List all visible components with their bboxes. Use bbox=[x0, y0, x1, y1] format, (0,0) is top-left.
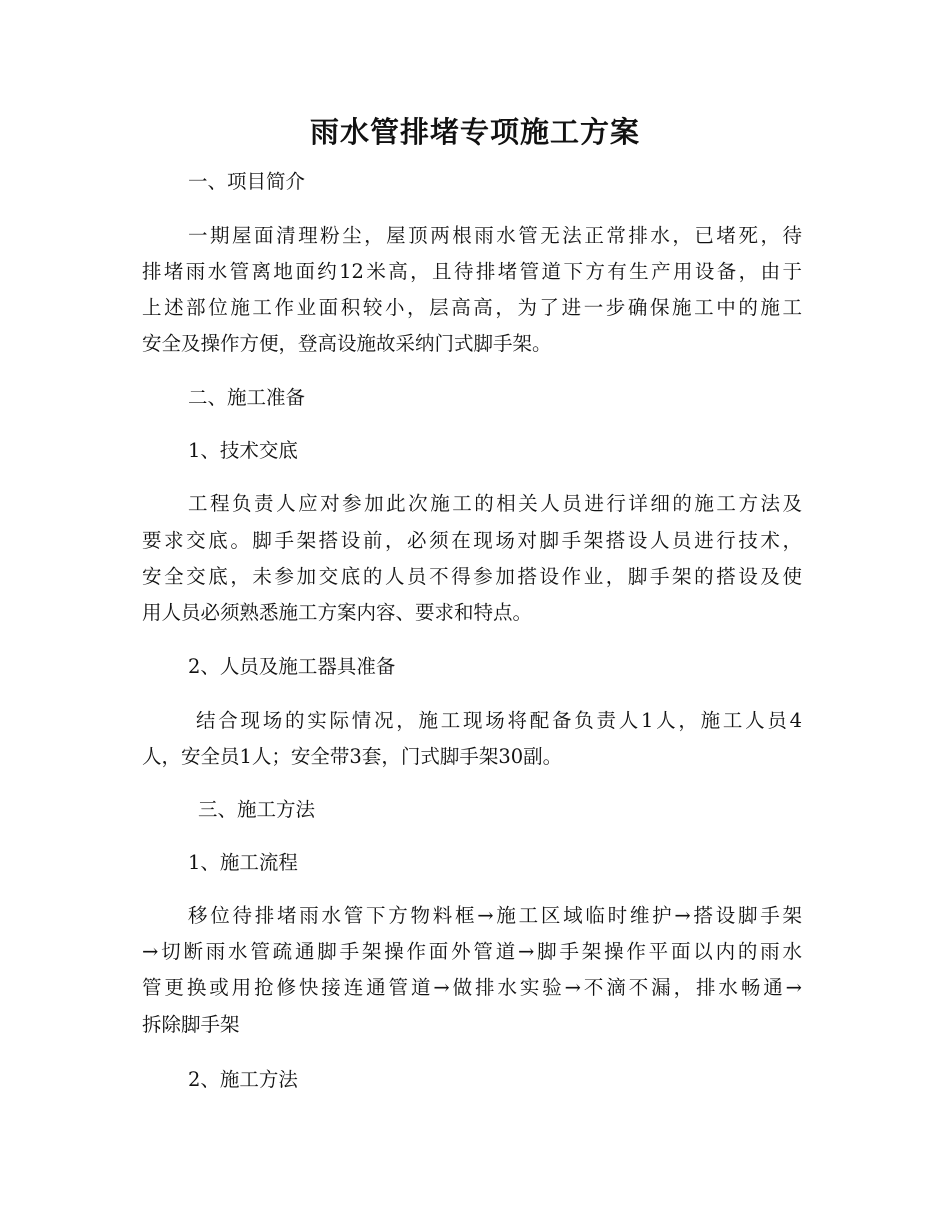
paragraph-line: 结合现场的实际情况，施工现场将配备负责人1人，施工人员4 bbox=[196, 709, 802, 732]
subsection-heading-personnel-tools: 2、人员及施工器具准备 bbox=[188, 655, 396, 678]
paragraph-line: 要求交底。脚手架搭设前，必须在现场对脚手架搭设人员进行技术， bbox=[142, 529, 802, 552]
subsection-heading-tech-briefing: 1、技术交底 bbox=[188, 439, 298, 462]
subsection-heading-method: 2、施工方法 bbox=[188, 1068, 298, 1091]
section-heading-preparation: 二、施工准备 bbox=[188, 386, 306, 409]
paragraph-line: →切断雨水管疏通脚手架操作面外管道→脚手架操作平面以内的雨水 bbox=[142, 940, 802, 963]
paragraph-line: 移位待排堵雨水管下方物料框→施工区域临时维护→搭设脚手架 bbox=[188, 904, 802, 927]
paragraph-line: 安全及操作方便，登高设施故采纳门式脚手架。 bbox=[142, 332, 552, 355]
paragraph-line: 拆除脚手架 bbox=[142, 1013, 240, 1036]
paragraph-line: 人，安全员1人；安全带3套，门式脚手架30副。 bbox=[142, 745, 563, 768]
paragraph-line: 用人员必须熟悉施工方案内容、要求和特点。 bbox=[142, 601, 533, 624]
section-heading-project-intro: 一、项目简介 bbox=[188, 170, 306, 193]
paragraph-line: 上述部位施工作业面积较小，层高高，为了进一步确保施工中的施工 bbox=[142, 296, 802, 319]
section-heading-construction-method: 三、施工方法 bbox=[198, 798, 316, 821]
paragraph-line: 管更换或用抢修快接连通管道→做排水实验→不滴不漏，排水畅通→ bbox=[142, 976, 802, 999]
document-title: 雨水管排堵专项施工方案 bbox=[309, 115, 640, 149]
paragraph-line: 排堵雨水管离地面约12米高，且待排堵管道下方有生产用设备，由于 bbox=[142, 260, 802, 283]
paragraph-line: 工程负责人应对参加此次施工的相关人员进行详细的施工方法及 bbox=[188, 492, 802, 515]
paragraph-line: 一期屋面清理粉尘，屋顶两根雨水管无法正常排水，已堵死，待 bbox=[188, 224, 802, 247]
subsection-heading-process-flow: 1、施工流程 bbox=[188, 851, 298, 874]
paragraph-line: 安全交底，未参加交底的人员不得参加搭设作业，脚手架的搭设及使 bbox=[142, 565, 802, 588]
